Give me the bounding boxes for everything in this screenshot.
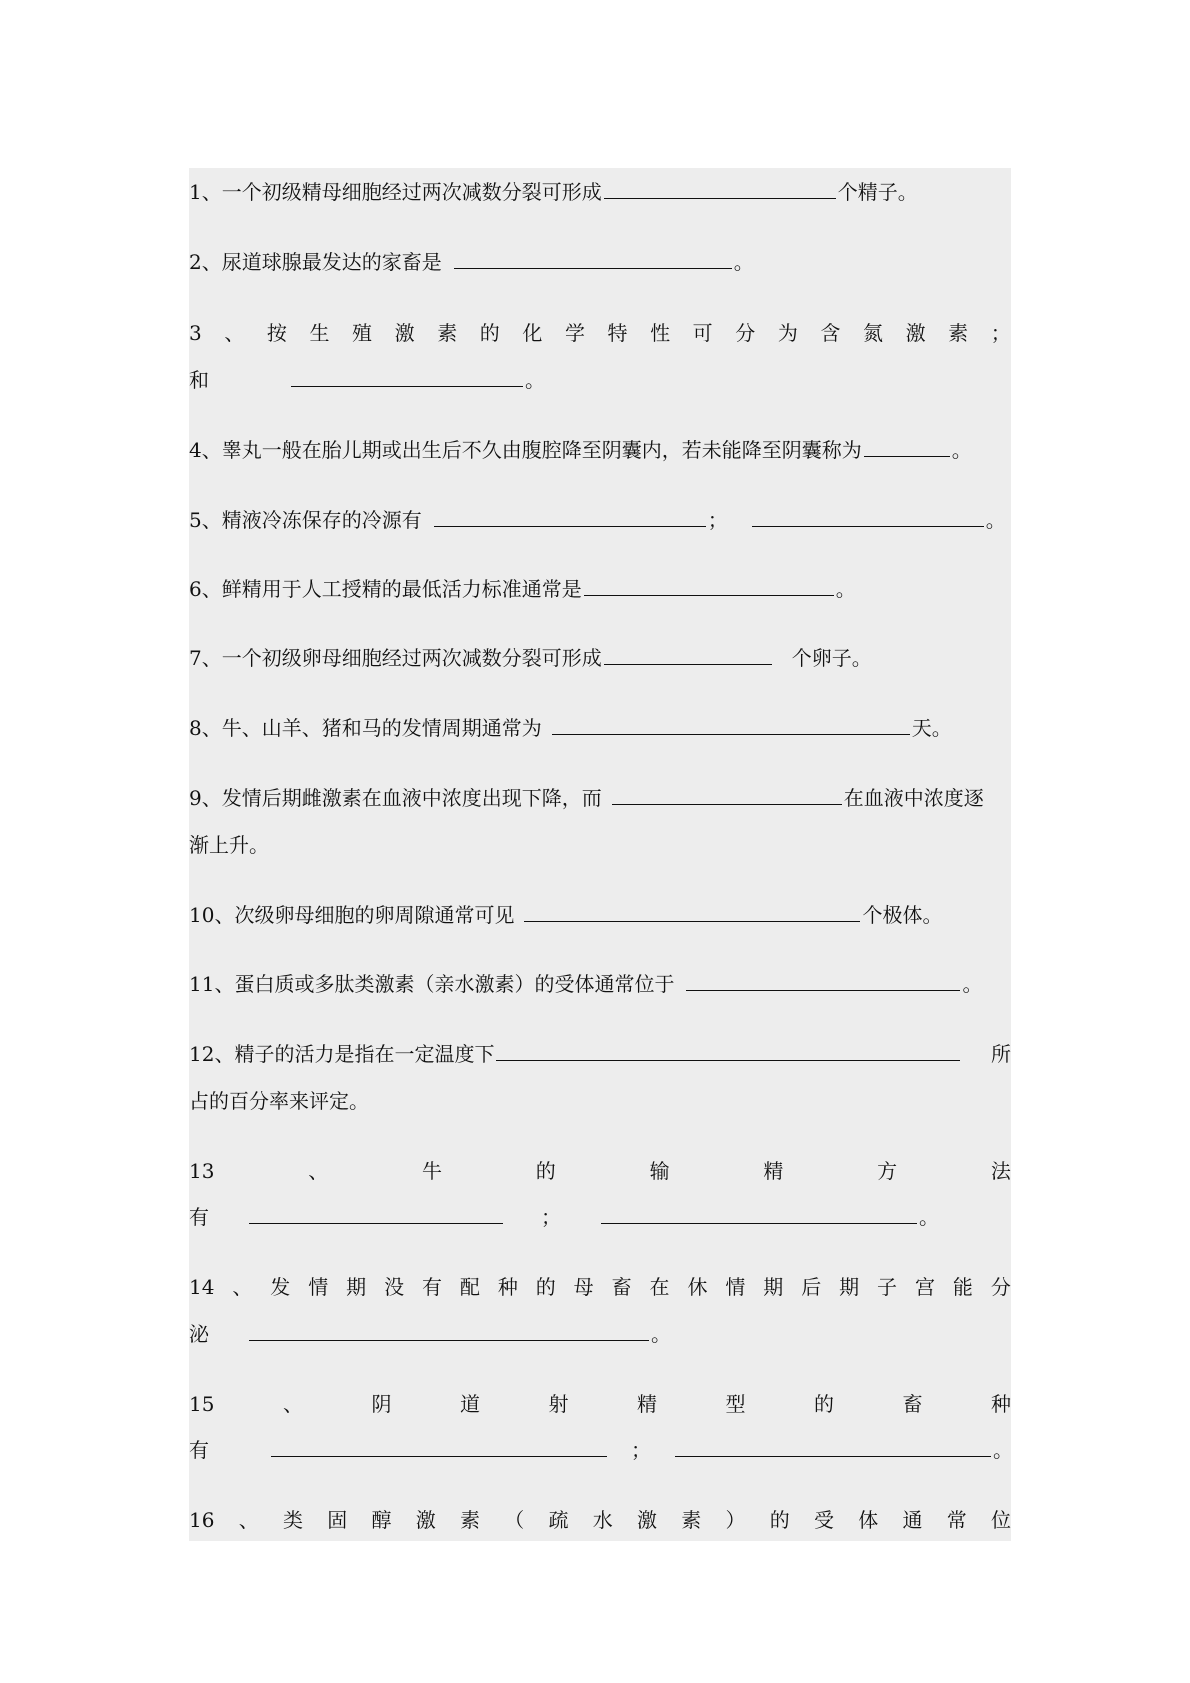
question-char: 位 [990,1508,1011,1532]
question-separator: ； [541,1205,561,1229]
question-char: 激 [415,1508,436,1532]
question-text: 泌 [189,1322,209,1346]
question-char: 体 [858,1508,879,1532]
question-1 [189,172,1011,212]
answer-blank[interactable] [524,895,860,922]
question-text: 8、牛、山羊、猪和马的发情周期通常为 [189,716,542,740]
question-char: 素 [681,1508,702,1532]
question-char: 种 [497,1275,518,1299]
question-text: 占的百分率来评定。 [189,1089,369,1113]
question-char: 生 [309,321,330,345]
question-separator: ； [707,508,728,532]
question-14-continued [189,1314,1011,1354]
question-char: 子 [877,1275,898,1299]
question-char: 道 [459,1392,480,1416]
question-char: 、 [308,1159,329,1183]
question-char: 射 [548,1392,569,1416]
question-char: 激 [394,321,415,345]
question-char: 3 [189,321,202,345]
question-separator: ； [631,1438,651,1462]
question-11 [189,964,1011,1004]
question-13-continued [189,1197,1011,1237]
question-char: 期 [839,1275,860,1299]
question-15-continued [189,1430,1011,1470]
answer-blank-1[interactable] [249,1197,503,1224]
answer-blank[interactable] [686,964,960,991]
question-char: 后 [801,1275,822,1299]
question-suffix: 。 [919,1205,939,1229]
question-char: 、 [232,1275,253,1299]
question-text: 和 [189,368,209,392]
answer-blank[interactable] [612,778,842,805]
answer-blank[interactable] [604,638,772,665]
question-char: 常 [946,1508,967,1532]
question-text: 2、尿道球腺最发达的家畜是 [189,250,442,274]
question-suffix: 个卵子。 [791,646,872,670]
question-char: 可 [692,321,713,345]
answer-blank-1[interactable] [271,1430,607,1457]
answer-blank[interactable] [864,430,950,457]
question-char: 阴 [371,1392,392,1416]
question-suffix: 所 [991,1042,1011,1066]
question-char: 牛 [422,1159,443,1183]
question-char: 畜 [611,1275,632,1299]
question-char: 情 [308,1275,329,1299]
question-10 [189,895,1011,935]
question-char: 激 [636,1508,657,1532]
answer-blank[interactable] [249,1314,649,1341]
question-suffix: 。 [525,368,545,392]
answer-blank-2[interactable] [675,1430,991,1457]
question-char: 通 [902,1508,923,1532]
question-char: 情 [725,1275,746,1299]
question-text: 有 [189,1205,209,1229]
question-char: 分 [735,321,756,345]
question-char: 特 [607,321,628,345]
question-char: 受 [813,1508,834,1532]
question-char: 期 [763,1275,784,1299]
question-char: ） [725,1508,746,1532]
question-char: 激 [905,321,926,345]
answer-blank[interactable] [604,172,836,199]
question-char: 分 [990,1275,1011,1299]
question-char: 精 [636,1392,657,1416]
answer-blank-2[interactable] [752,500,984,527]
question-12-continued [189,1081,1011,1121]
question-char: 畜 [902,1392,923,1416]
question-text: 9、发情后期雌激素在血液中浓度出现下降，而 [189,786,602,810]
question-3 [189,313,1011,353]
question-char: ； [990,321,1011,345]
answer-blank[interactable] [454,242,732,269]
question-char: 、 [282,1392,303,1416]
question-char: 15 [189,1392,215,1416]
question-suffix: 。 [733,250,754,274]
question-char: 宫 [914,1275,935,1299]
question-text: 5、精液冷冻保存的冷源有 [189,508,422,532]
question-char: 休 [687,1275,708,1299]
question-12 [189,1034,1011,1074]
question-char: 配 [459,1275,480,1299]
question-suffix: 。 [993,1438,1013,1462]
question-text: 4、睾丸一般在胎儿期或出生后不久由腹腔降至阴囊内，若未能降至阴囊称为 [189,438,862,462]
question-char: 的 [769,1508,790,1532]
answer-blank-2[interactable] [601,1197,917,1224]
question-13 [189,1151,1011,1191]
question-char: 固 [327,1508,348,1532]
question-char: 在 [649,1275,670,1299]
question-char: 的 [535,1159,556,1183]
question-char: 素 [948,321,969,345]
question-char: 发 [270,1275,291,1299]
question-char: 醇 [371,1508,392,1532]
question-char: 没 [384,1275,405,1299]
question-7 [189,638,1011,678]
question-9-continued [189,825,1011,865]
question-char: 素 [437,321,458,345]
question-char: 16 [189,1508,215,1532]
answer-blank[interactable] [584,569,834,596]
question-suffix: 个精子。 [837,180,918,204]
question-15 [189,1384,1011,1424]
question-char: 性 [650,321,671,345]
question-3-continued [189,360,1011,400]
question-text: 7、一个初级卵母细胞经过两次减数分裂可形成 [189,646,602,670]
question-char: 精 [763,1159,784,1183]
question-6 [189,569,1011,609]
question-char: 法 [990,1159,1011,1183]
answer-blank[interactable] [496,1034,960,1061]
question-char: 种 [990,1392,1011,1416]
question-text: 有 [189,1438,209,1462]
question-suffix: 。 [651,1322,671,1346]
question-char: 的 [535,1275,556,1299]
question-suffix: 。 [835,577,856,601]
question-char: 14 [189,1275,215,1299]
question-text: 6、鲜精用于人工授精的最低活力标准通常是 [189,577,582,601]
answer-blank[interactable] [552,708,910,735]
question-4 [189,430,1011,470]
question-suffix: 。 [951,438,972,462]
question-char: 期 [346,1275,367,1299]
question-char: 按 [266,321,287,345]
question-char: 能 [952,1275,973,1299]
question-char: 学 [564,321,585,345]
question-char: 、 [238,1508,259,1532]
question-suffix: 。 [985,508,1006,532]
question-text: 1、一个初级精母细胞经过两次减数分裂可形成 [189,180,602,204]
question-char: 为 [777,321,798,345]
question-char: 化 [522,321,543,345]
question-suffix: 在血液中浓度逐 [843,786,984,810]
question-char: 输 [649,1159,670,1183]
question-text: 11、蛋白质或多肽类激素（亲水激素）的受体通常位于 [189,972,675,996]
question-2 [189,242,1011,282]
question-char: 有 [421,1275,442,1299]
question-char: 氮 [862,321,883,345]
question-char: 、 [224,321,245,345]
question-text: 10、次级卵母细胞的卵周隙通常可见 [189,903,515,927]
question-char: 水 [592,1508,613,1532]
question-14 [189,1267,1011,1307]
question-char: 疏 [548,1508,569,1532]
question-char: 型 [725,1392,746,1416]
question-char: 含 [820,321,841,345]
question-char: 方 [877,1159,898,1183]
question-9 [189,778,1011,818]
question-char: （ [504,1508,525,1532]
question-char: 的 [479,321,500,345]
question-text: 渐上升。 [189,833,269,857]
question-char: 13 [189,1159,215,1183]
answer-blank[interactable] [291,360,523,387]
question-char: 素 [459,1508,480,1532]
question-5 [189,500,1011,540]
question-suffix: 。 [962,972,983,996]
question-8 [189,708,1011,748]
question-suffix: 个极体。 [862,903,943,927]
question-char: 殖 [352,321,373,345]
question-suffix: 天。 [911,716,952,740]
question-text: 12、精子的活力是指在一定温度下 [189,1042,495,1066]
question-char: 的 [813,1392,834,1416]
question-char: 类 [282,1508,303,1532]
question-16 [189,1500,1011,1540]
question-char: 母 [573,1275,594,1299]
answer-blank-1[interactable] [434,500,706,527]
